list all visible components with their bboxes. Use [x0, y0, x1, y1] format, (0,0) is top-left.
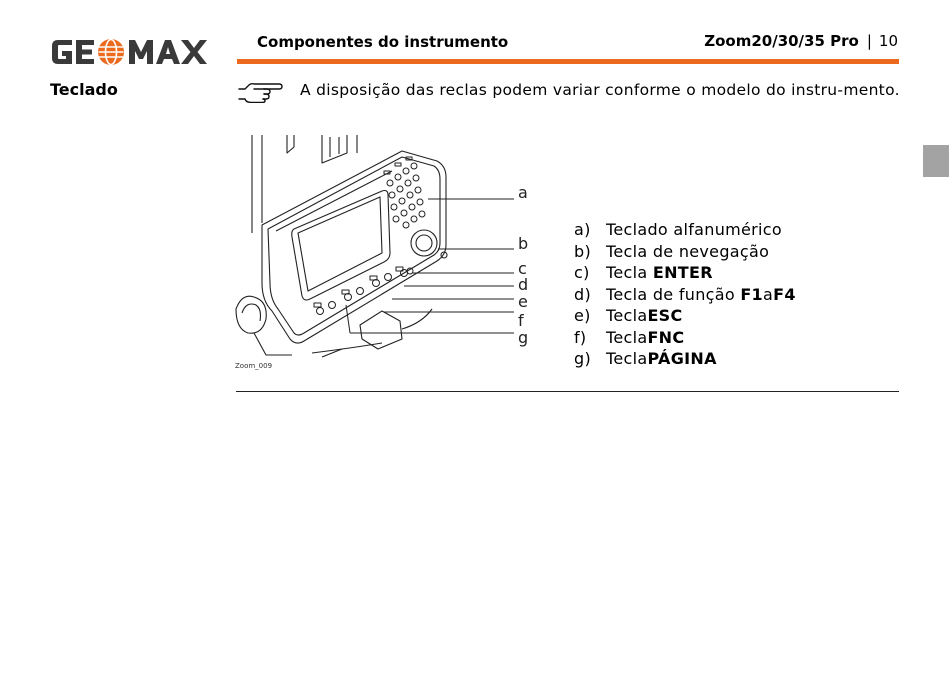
legend-item: b) Tecla de nevegação [574, 241, 770, 261]
legend-item: a) Teclado alfanumérico [574, 220, 782, 239]
logo-text: GEOMAX [50, 36, 55, 37]
keyboard-illustration [232, 133, 532, 373]
geomax-logo [50, 36, 215, 68]
callout-g: g [518, 328, 529, 347]
page-number: 10 [878, 32, 898, 50]
callout-d: d [518, 275, 529, 294]
legend-item: g) TeclaPÁGINA [574, 349, 717, 368]
legend-item: c) Tecla ENTER [574, 263, 713, 282]
running-header-section: Componentes do instrumento [257, 33, 509, 51]
running-header-right [704, 32, 898, 50]
callout-e: e [518, 292, 528, 311]
callout-a: a [518, 183, 528, 202]
section-title: Teclado [50, 80, 118, 99]
key-legend [574, 219, 796, 370]
legend-item: e) TeclaESC [574, 306, 683, 325]
callout-f: f [518, 311, 524, 330]
callout-c: c [518, 259, 527, 278]
figure-code: Zoom_009 [235, 362, 273, 370]
header-separator: | [866, 32, 872, 50]
pointing-hand-icon [237, 81, 283, 103]
chapter-tab [923, 145, 949, 177]
section-divider [236, 391, 899, 392]
model-name: Zoom20/30/35 Pro [704, 32, 859, 50]
note-text: A disposição das reclas podem variar conforme o modelo do instru-mento. [300, 81, 900, 99]
header-accent-bar [237, 59, 899, 64]
callout-b: b [518, 234, 529, 253]
legend-item: f) TeclaFNC [574, 327, 685, 347]
legend-item: d) Tecla de função F1aF4 [574, 284, 796, 304]
